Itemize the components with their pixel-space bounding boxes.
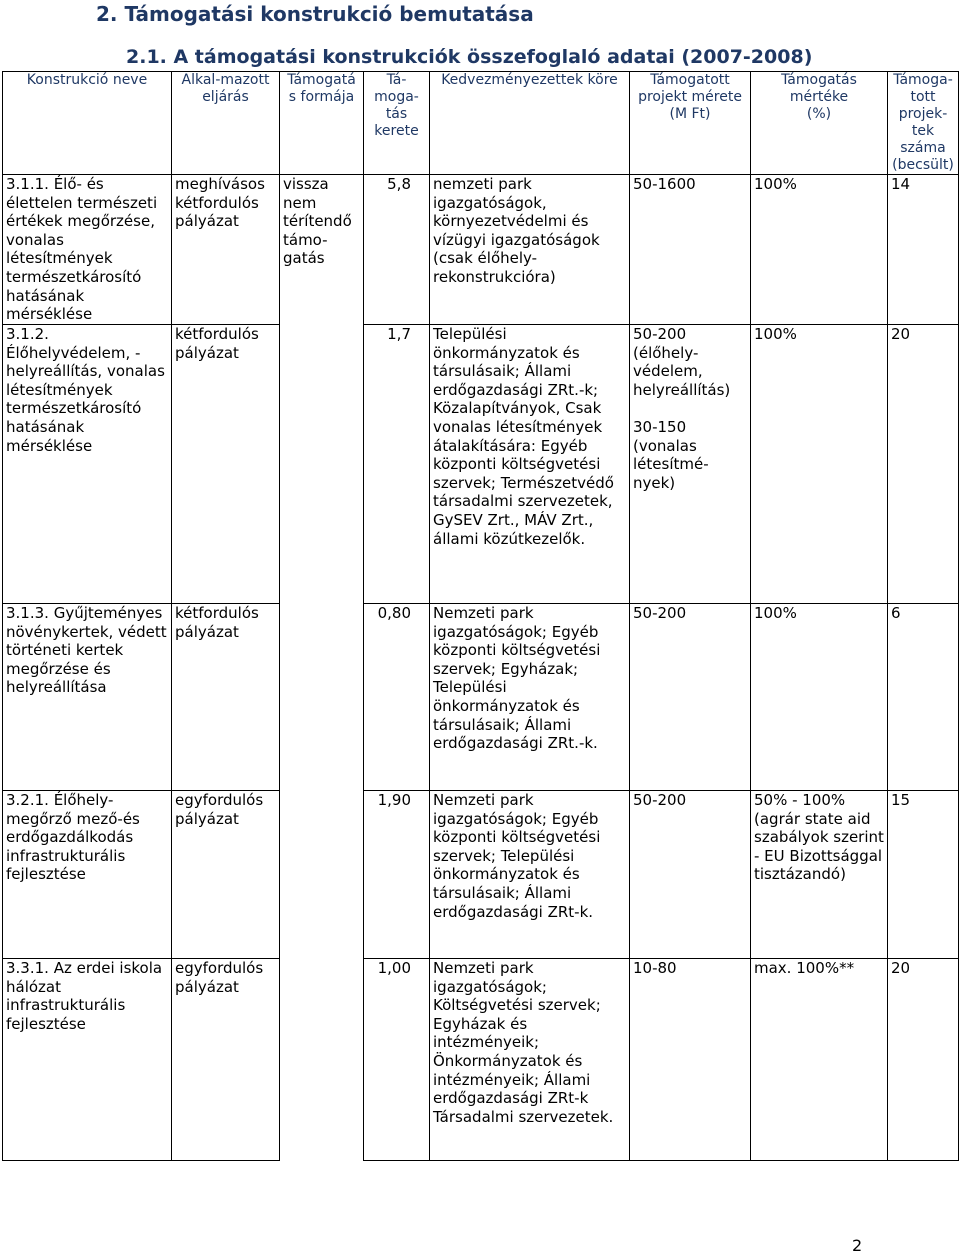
- cell-project-size: 50-1600: [630, 175, 751, 325]
- cell-support-rate: max. 100%**: [751, 959, 888, 1161]
- cell-procedure: egyfordulós pályázat: [172, 791, 280, 959]
- cell-project-size: 50-200: [630, 791, 751, 959]
- cell-beneficiaries: Nemzeti park igazgatóságok; Költségvetési szervek; Egyházak és intézményeik; Önkormányzatok és intézményeik; Állami erdőgazdasági ZRt-k Társadalmi szervezetek.: [430, 959, 630, 1161]
- cell-beneficiaries: Települési önkormányzatok és társulásaik; Állami erdőgazdasági ZRt.-k; Közalapítványok, Csak vonalas létesítmények átalakítására: Egyéb központi költségvetési szervek; Természetvédő társadalmi szervezetek, GySEV Zrt., MÁV Zrt., állami közútkezelők.: [430, 325, 630, 604]
- cell-support-rate: 100%: [751, 604, 888, 791]
- cell-support-rate: 100%: [751, 175, 888, 325]
- cell-procedure: kétfordulós pályázat: [172, 604, 280, 791]
- cell-construction-name: 3.1.1. Élő- és élettelen természeti értékek megőrzése, vonalas létesítmények természetkárosító hatásának mérséklése: [3, 175, 172, 325]
- cell-project-size: 50-200 (élőhely- védelem, helyreállítás) 30-150 (vonalas létesítmé- nyek): [630, 325, 751, 604]
- cell-project-size: 50-200: [630, 604, 751, 791]
- cell-project-count: 20: [888, 325, 959, 604]
- cell-project-count: 6: [888, 604, 959, 791]
- table-row: [3, 791, 959, 959]
- page-number: 2: [852, 1236, 863, 1255]
- header-project-count: Támoga- tott projek- tek száma (becsült): [888, 72, 959, 175]
- section-heading: 2. Támogatási konstrukció bemutatása: [96, 2, 534, 26]
- header-project-size: Támogatott projekt mérete (M Ft): [630, 72, 751, 175]
- cell-construction-name: 3.1.2. Élőhelyvédelem, - helyreállítás, vonalas létesítmények természetkárosító hatásának mérséklése: [3, 325, 172, 604]
- header-support-rate: Támogatás mértéke (%): [751, 72, 888, 175]
- cell-project-size: 10-80: [630, 959, 751, 1161]
- header-budget: Tá- moga- tás kerete: [364, 72, 430, 175]
- cell-beneficiaries: Nemzeti park igazgatóságok; Egyéb központi költségvetési szervek; Települési önkormányzatok és társulásaik; Állami erdőgazdasági ZRt-k.: [430, 791, 630, 959]
- subsection-heading: 2.1. A támogatási konstrukciók összefoglaló adatai (2007-2008): [126, 46, 813, 68]
- cell-budget: 1,00: [364, 959, 430, 1161]
- support-summary-table: [2, 71, 959, 1161]
- cell-procedure: kétfordulós pályázat: [172, 325, 280, 604]
- cell-construction-name: 3.3.1. Az erdei iskola hálózat infrastrukturális fejlesztése: [3, 959, 172, 1161]
- cell-construction-name: 3.1.3. Gyűjteményes növénykertek, védett történeti kertek megőrzése és helyreállítása: [3, 604, 172, 791]
- header-support-form: Támogatá s formája: [280, 72, 364, 175]
- cell-budget: 5,8: [364, 175, 430, 325]
- cell-project-count: 20: [888, 959, 959, 1161]
- cell-procedure: meghívásos kétfordulós pályázat: [172, 175, 280, 325]
- cell-budget: 1,7: [364, 325, 430, 604]
- cell-support-form: vissza nem térítendő támo- gatás: [280, 175, 364, 1161]
- table-row: [3, 175, 959, 325]
- header-construction-name: Konstrukció neve: [3, 72, 172, 175]
- cell-project-count: 14: [888, 175, 959, 325]
- cell-beneficiaries: nemzeti park igazgatóságok, környezetvédelmi és vízügyi igazgatóságok (csak élőhely-rekonstrukcióra): [430, 175, 630, 325]
- cell-support-rate: 100%: [751, 325, 888, 604]
- cell-support-rate: 50% - 100% (agrár state aid szabályok szerint - EU Bizottsággal tisztázandó): [751, 791, 888, 959]
- cell-construction-name: 3.2.1. Élőhely-megőrző mező-és erdőgazdálkodás infrastrukturális fejlesztése: [3, 791, 172, 959]
- table-row: [3, 325, 959, 604]
- cell-budget: 1,90: [364, 791, 430, 959]
- cell-project-count: 15: [888, 791, 959, 959]
- header-row: [3, 72, 959, 175]
- table-row: [3, 959, 959, 1161]
- cell-beneficiaries: Nemzeti park igazgatóságok; Egyéb központi költségvetési szervek; Egyházak; Települési önkormányzatok és társulásaik; Állami erdőgazdasági ZRt.-k.: [430, 604, 630, 791]
- header-beneficiaries: Kedvezményezettek köre: [430, 72, 630, 175]
- cell-budget: 0,80: [364, 604, 430, 791]
- table-row: [3, 604, 959, 791]
- cell-procedure: egyfordulós pályázat: [172, 959, 280, 1161]
- header-procedure: Alkal-mazott eljárás: [172, 72, 280, 175]
